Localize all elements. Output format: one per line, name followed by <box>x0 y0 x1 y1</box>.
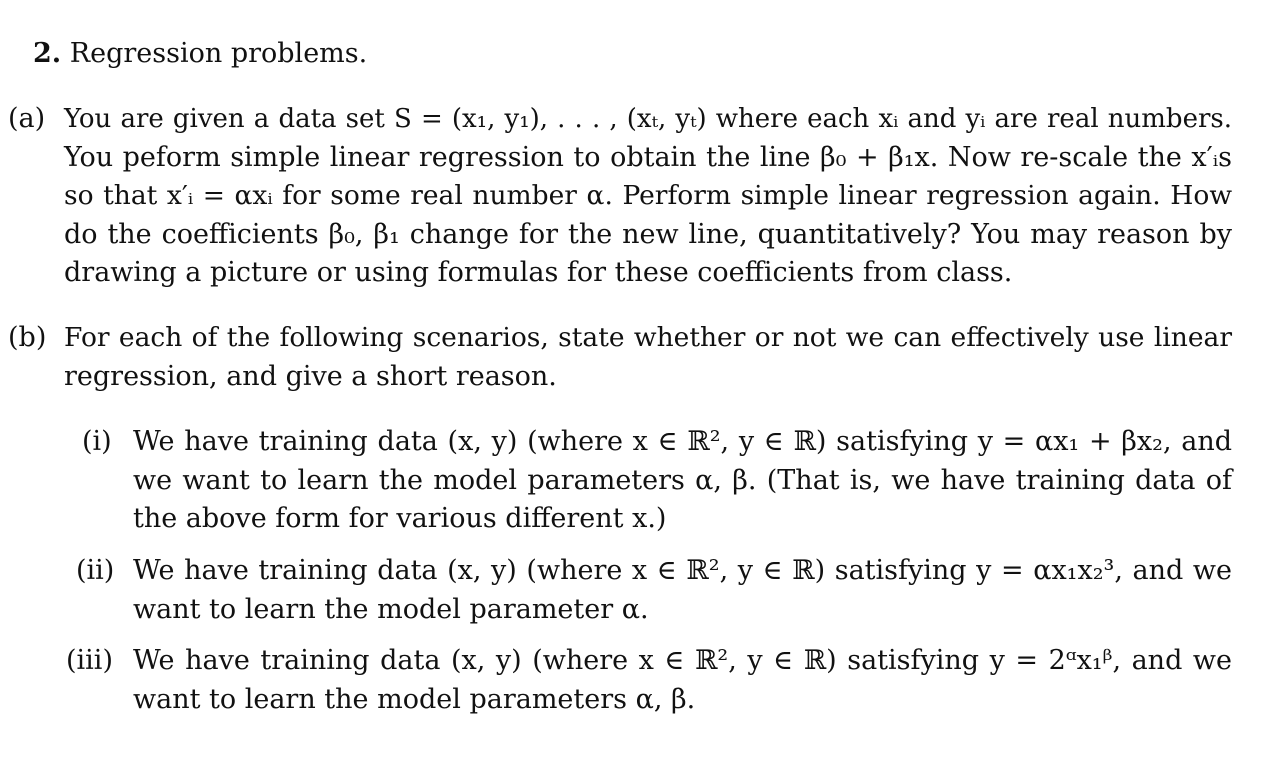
scenario-iii-label: (iii) <box>66 645 113 676</box>
scenario-iii-text <box>133 642 1232 719</box>
part-a-label: (a) <box>8 103 46 134</box>
problem-number: 2. <box>33 38 62 69</box>
part-b-line-1: For each of the following scenarios, state whether or not we can effectively use linear <box>64 322 1232 353</box>
scenario-i-label: (i) <box>82 426 112 457</box>
scenario-iii-line-2: want to learn the model parameters α, β. <box>133 683 696 715</box>
scenario-ii <box>0 552 1275 632</box>
part-a-line-2: You peform simple linear regression to obtain the line β₀ + β₁x. Now re-scale the x′ᵢs <box>64 141 1232 173</box>
scenario-iii-line-1: We have training data (x, y) (where x ∈ ℝ², y ∈ ℝ) satisfying y = 2ᵅx₁ᵝ, and we <box>133 645 1232 676</box>
scenario-iii <box>0 642 1275 722</box>
part-b-line-2: regression, and give a short reason. <box>64 360 557 392</box>
part-a-text <box>64 100 1232 293</box>
scenario-ii-line-2: want to learn the model parameter α. <box>133 593 649 625</box>
part-a-line-4: do the coefficients β₀, β₁ change for the new line, quantitatively? You may reason by <box>64 218 1232 250</box>
part-a-line-5: drawing a picture or using formulas for these coefficients from class. <box>64 257 1013 288</box>
part-a <box>0 100 1275 300</box>
part-b <box>0 319 1275 399</box>
problem-heading <box>33 34 367 74</box>
part-b-text <box>64 319 1232 396</box>
scenario-i <box>0 423 1275 543</box>
scenario-ii-label: (ii) <box>76 555 115 586</box>
scenario-i-line-1: We have training data (x, y) (where x ∈ ℝ², y ∈ ℝ) satisfying y = αx₁ + βx₂, and <box>133 426 1232 457</box>
part-a-line-3: so that x′ᵢ = αxᵢ for some real number α. Perform simple linear regression again. How <box>64 180 1232 211</box>
scenario-i-text <box>133 423 1232 539</box>
scenario-i-line-3: the above form for various different x.) <box>133 503 667 534</box>
part-a-line-1: You are given a data set S = (x₁, y₁), . . . , (xₜ, yₜ) where each xᵢ and yᵢ are real numbers. <box>64 104 1232 134</box>
scenario-ii-text <box>133 552 1232 629</box>
problem-title: Regression problems. <box>69 38 368 69</box>
scenario-i-line-2: we want to learn the model parameters α, β. (That is, we have training data of <box>133 464 1232 496</box>
part-b-label: (b) <box>8 322 47 353</box>
scenario-ii-line-1: We have training data (x, y) (where x ∈ ℝ², y ∈ ℝ) satisfying y = αx₁x₂³, and we <box>133 555 1232 586</box>
